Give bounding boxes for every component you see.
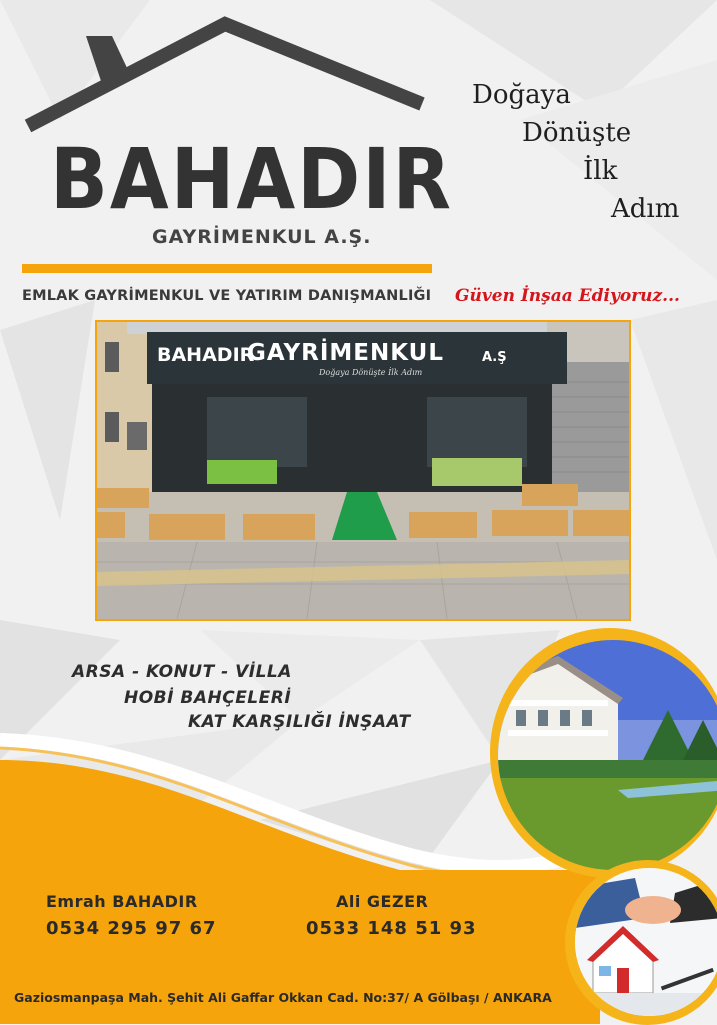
brand-name: BAHADIR: [50, 130, 454, 228]
service-line-2: HOBİ BAHÇELERİ: [124, 688, 292, 708]
contact-1-name: Emrah BAHADIR: [46, 892, 198, 911]
slogan-line-1: Doğaya: [472, 80, 571, 110]
store-sign-main: GAYRİMENKUL: [247, 340, 444, 366]
trust-slogan: Güven İnşaa Ediyoruz...: [455, 286, 680, 306]
storefront-illustration: [97, 322, 629, 619]
slogan-line-3: İlk: [583, 156, 618, 186]
brand-subtitle: GAYRİMENKUL A.Ş.: [152, 226, 372, 248]
service-line-3: KAT KARŞILIĞI İNŞAAT: [188, 712, 411, 732]
contact-2-phone[interactable]: 0533 148 51 93: [306, 918, 477, 939]
contact-2-name: Ali GEZER: [336, 892, 429, 911]
contact-1-phone[interactable]: 0534 295 97 67: [46, 918, 217, 939]
villa-illustration: [498, 640, 717, 870]
roof-logo-icon: [20, 14, 430, 144]
tagline: EMLAK GAYRİMENKUL VE YATIRIM DANIŞMANLIĞI: [22, 288, 432, 304]
handshake-photo: [575, 868, 717, 1016]
store-sign-left: BAHADIR: [157, 344, 255, 366]
store-sign-suffix: A.Ş: [482, 350, 507, 365]
address: Gaziosmanpaşa Mah. Şehit Ali Gaffar Okkan Cad. No:37/ A Gölbaşı / ANKARA: [14, 990, 552, 1005]
slogan-line-4: Adım: [611, 194, 680, 224]
service-line-1: ARSA - KONUT - VİLLA: [72, 662, 292, 682]
handshake-house-icon: [575, 868, 717, 1016]
villa-photo: [498, 640, 717, 870]
divider-bar: [22, 264, 432, 273]
store-sign-slogan: Doğaya Dönüşte İlk Adım: [319, 368, 423, 377]
slogan-line-2: Dönüşte: [522, 118, 632, 148]
storefront-photo: [95, 320, 631, 621]
